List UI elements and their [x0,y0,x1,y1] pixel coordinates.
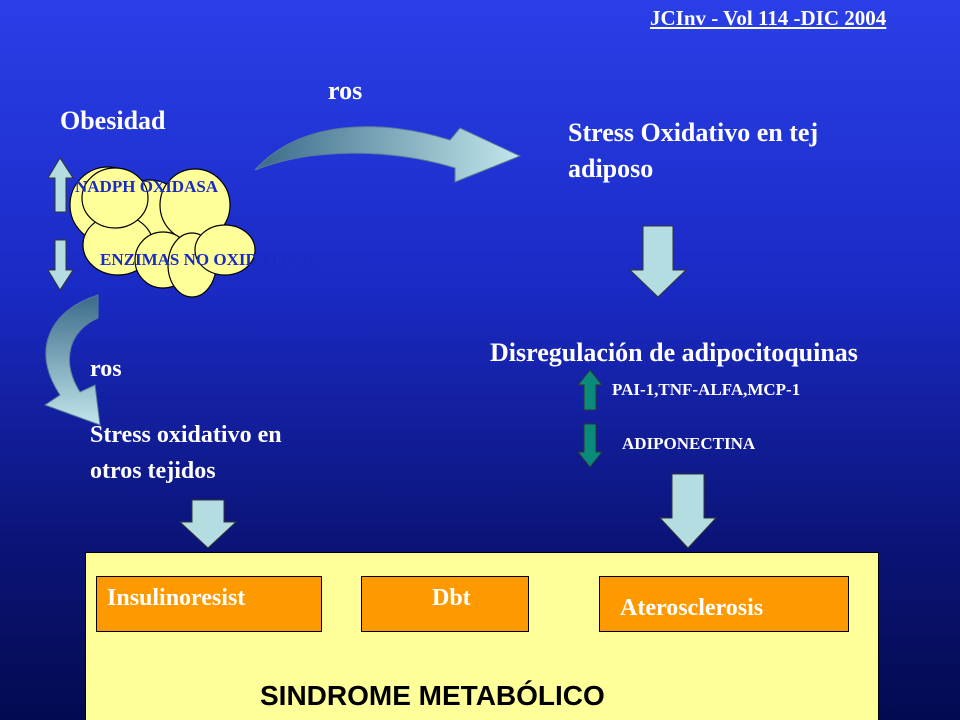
up-arrow-right [578,370,602,410]
non-oxidative-enzymes-label: ENZIMAS NO OXIDATIVAS [100,250,319,269]
down-arrow-left [48,240,73,290]
adipokine-dysregulation: Disregulación de adipocitoquinas [490,338,858,367]
metabolic-syndrome-title: SINDROME METABÓLICO [260,680,605,711]
down-arrow-athero [660,474,716,548]
atherosclerosis-box [599,576,849,632]
insulin-resistance-label: Insulinoresist [107,585,246,611]
up-arrow-left [48,158,73,212]
down-arrow-insulin [180,500,236,548]
curved-arrow-top [255,127,520,182]
stress-adipose-line1: Stress Oxidativo en tej [568,118,819,147]
downregulated-markers: ADIPONECTINA [622,434,756,453]
nadph-oxidase-label: NADPH OXIDASA [75,177,219,196]
diabetes-box [361,576,529,632]
ros-label-bottom: ros [90,356,122,382]
stress-other-tissues-line1: Stress oxidativo en [90,422,282,448]
obesity-label: Obesidad [60,106,166,135]
stress-adipose-line2: adiposo [568,154,654,183]
atherosclerosis-label: Aterosclerosis [620,595,764,621]
diabetes-label: Dbt [432,585,471,611]
down-arrow-right [578,424,602,467]
ros-label-top: ros [328,76,363,105]
insulin-resistance-box [96,576,322,632]
stress-other-tissues-line2: otros tejidos [90,458,216,484]
citation: JCInv - Vol 114 -DIC 2004 [650,6,887,30]
down-arrow-right-top [630,226,686,297]
upregulated-markers: PAI-1,TNF-ALFA,MCP-1 [612,380,801,399]
